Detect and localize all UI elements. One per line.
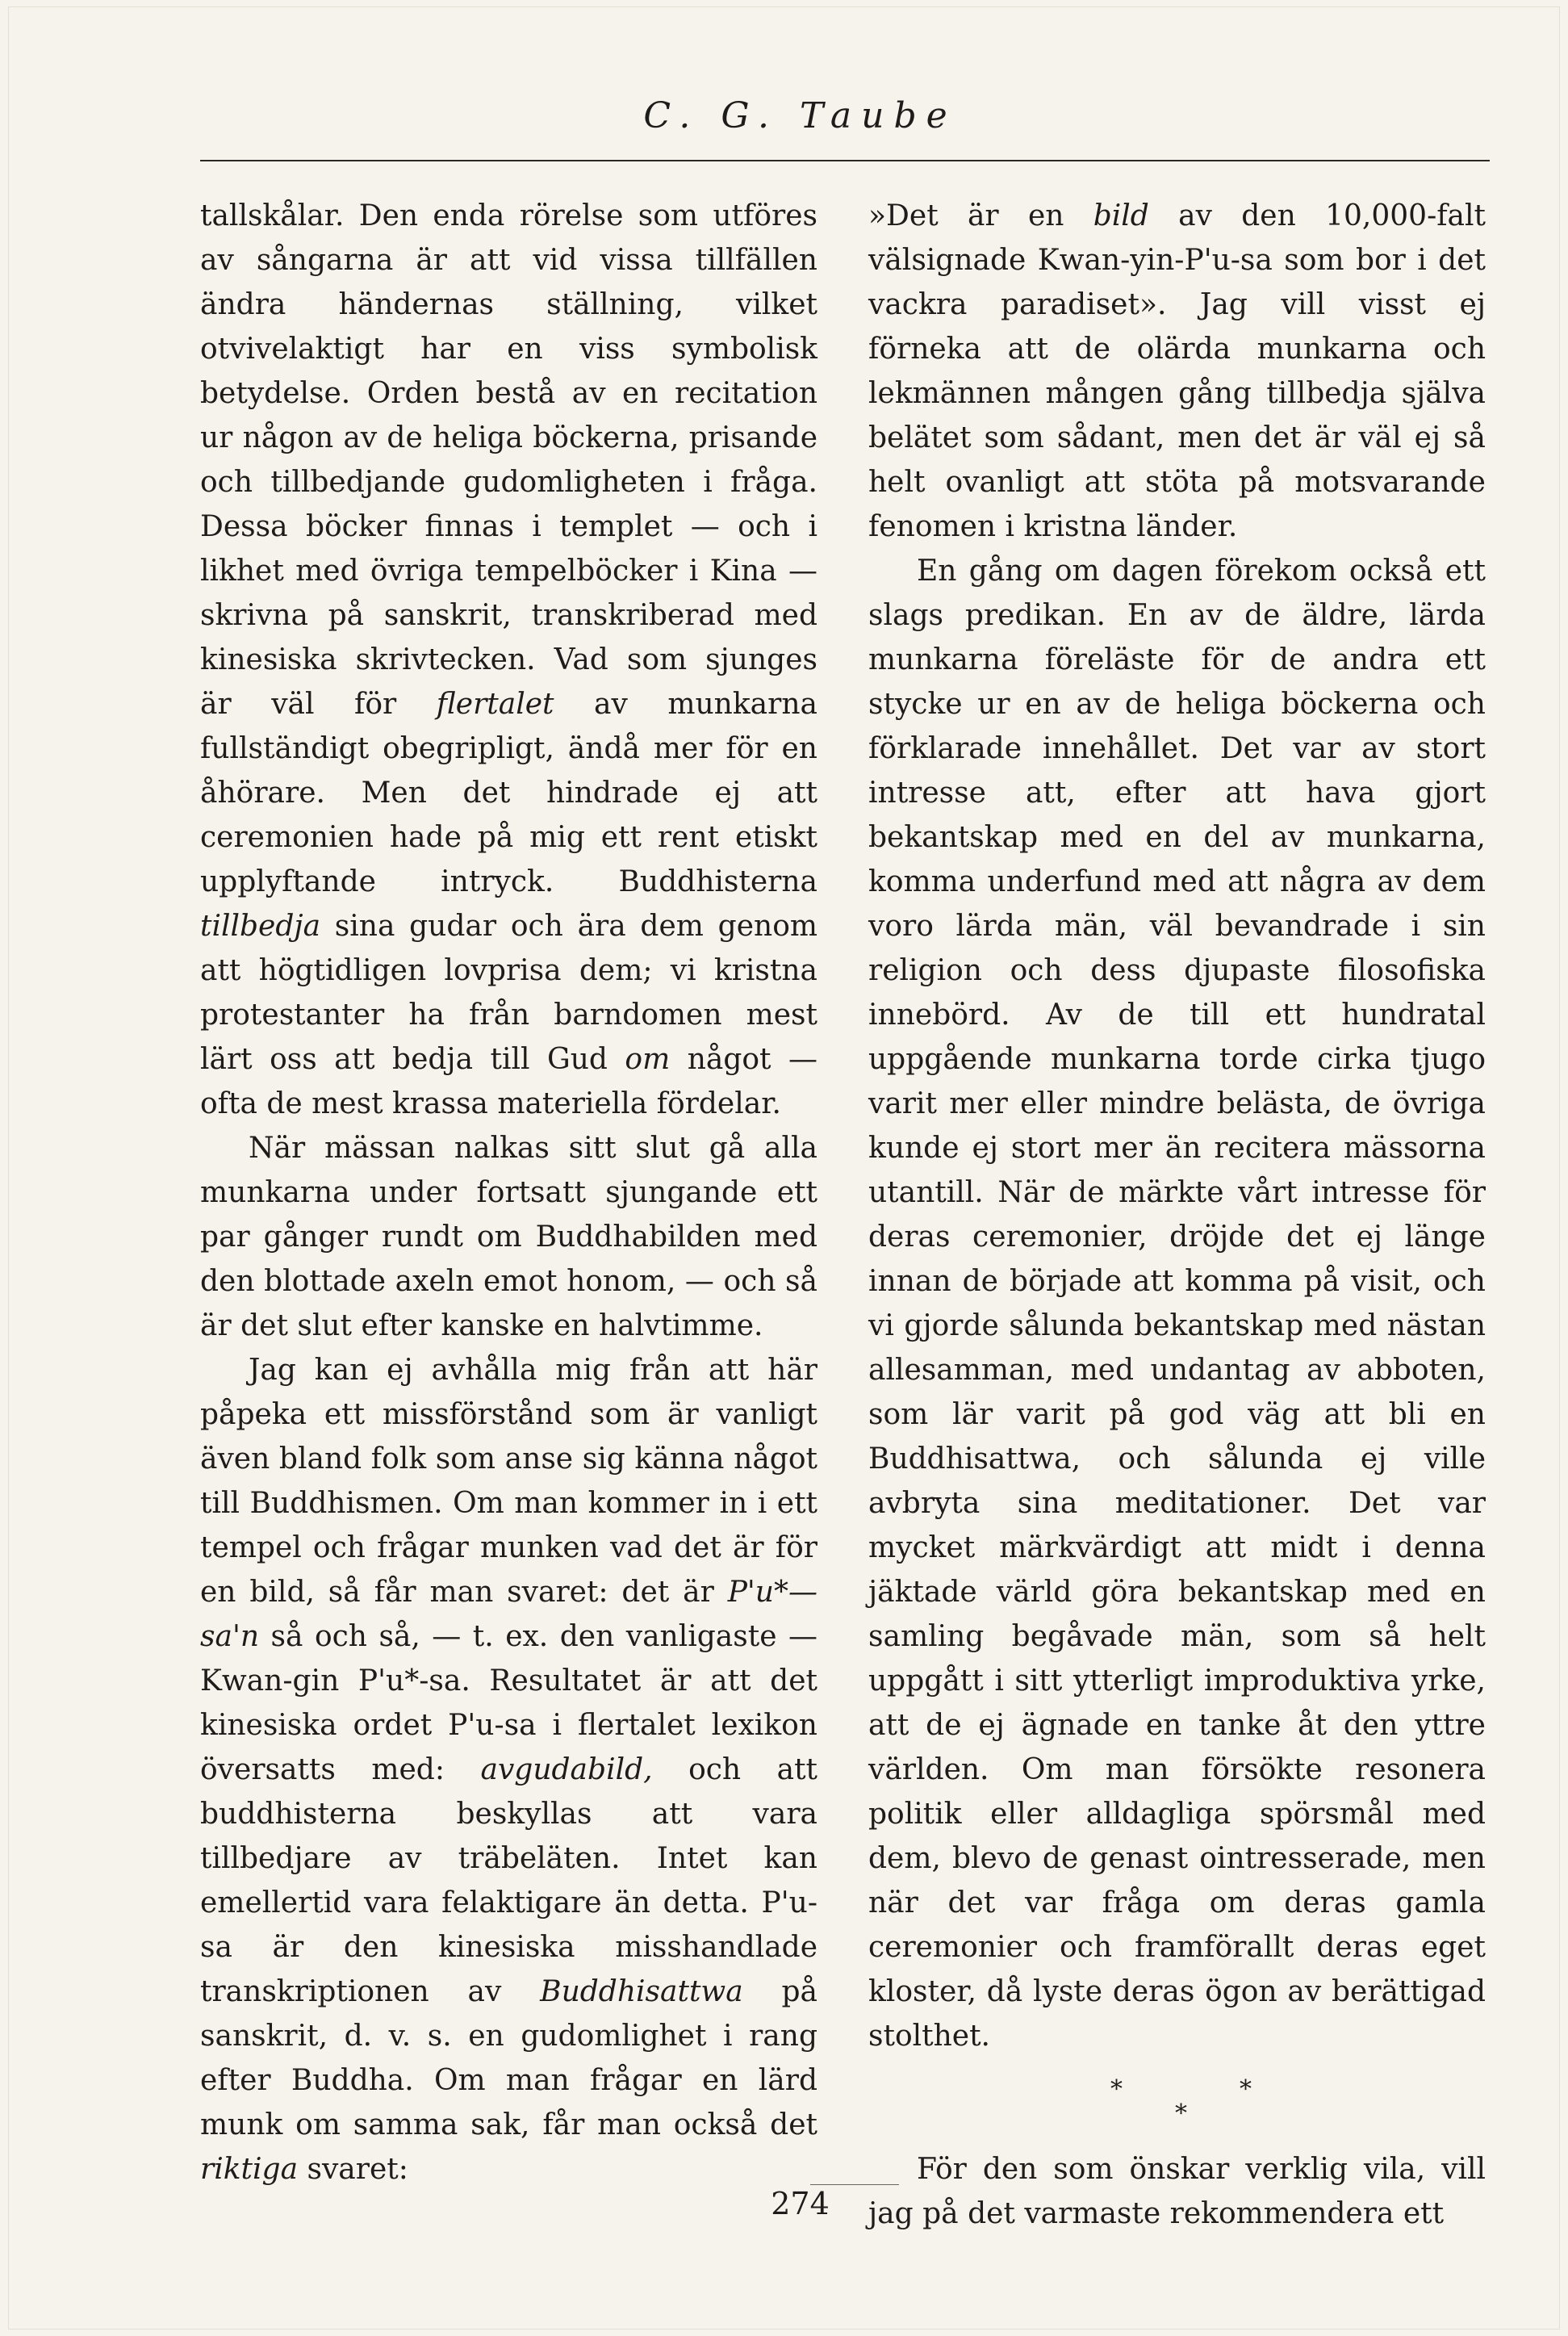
section-separator	[868, 2058, 1486, 2147]
page-number: 274	[771, 2186, 830, 2221]
header-rule	[200, 160, 1490, 161]
italic-span: flertalet	[436, 688, 554, 721]
text-span: »Det är en	[868, 199, 1093, 232]
separator-star: *	[1240, 2075, 1252, 2104]
text-span: En gång om dagen förekom också ett slags predikan. En av de äldre, lärda munkarna föreläste för de andra ett stycke ur en av de heliga böckerna och förklarade innehållet. Det var av stort intresse att, efter att hava gjort bekantskap med en del av munkarna, komma underfund med att några av dem voro lärda män, väl bevandrade i sin religion och dess djupaste filosofiska innebörd. Av de till ett hundratal uppgående munkarna torde cirka tjugo varit mer eller mindre belästa, de övriga kunde ej stort mer än recitera mässorna utantill. När de märkte vårt intresse för deras ceremonier, dröjde det ej länge innan de började att komma på visit, och vi gjorde sålunda bekantskap med nästan allesamman, med undantag av abboten, som lär varit på god väg att bli en Buddhisattwa, och sålunda ej ville avbryta sina meditationer. Det var mycket märkvärdigt att midt i denna jäktade värld göra bekantskap med en samling begåvade män, som så helt uppgått i sitt ytterligt improduktiva yrke, att de ej ägnade en tanke åt den yttre världen. Om man försökte resonera politik eller alldagliga spörsmål med dem, blevo de genast ointresserade, men när det var fråga om deras gamla ceremonier och framförallt deras eget kloster, då lyste deras ögon av berättigad stolthet.	[868, 555, 1486, 2053]
left-paragraph-2	[200, 1126, 817, 1348]
left-paragraph-1	[200, 194, 817, 1126]
running-head-author: C. G. Taube	[643, 95, 957, 136]
text-span: Jag kan ej avhålla mig från att här påpeka ett missförstånd som är vanligt även bland folk som anse sig känna något till Buddhismen. Om man kommer in i ett tempel och frågar munken vad det är för en bild, så får man svaret: det är	[200, 1354, 817, 1609]
right-paragraph-2	[868, 549, 1486, 2058]
text-span: så och så, — t. ex. den vanligaste — Kwan-gin P'u*-sa. Resultatet är att det kinesiska ordet P'u-sa i flertalet lexikon översatts med:	[200, 1620, 817, 1786]
left-paragraph-3	[200, 1348, 817, 2192]
text-span: tallskålar. Den enda rörelse som utföres av sångarna är att vid vissa tillfällen ändra händernas ställning, vilket otvivelaktigt har en viss symbolisk betydelse. Orden bestå av en recitation ur någon av de heliga böckerna, prisande och tillbedjande gudomligheten i fråga. Dessa böcker finnas i templet — och i likhet med övriga tempelböcker i Kina — skrivna på sanskrit, transkriberad med kinesiska skrivtecken. Vad som sjunges är väl för	[200, 199, 817, 721]
right-paragraph-1	[868, 194, 1486, 549]
footer-rule	[810, 2184, 899, 2185]
separator-star: *	[1175, 2099, 1187, 2128]
text-span: något — ofta de mest krassa materiella fördelar.	[200, 1043, 817, 1120]
right-column	[868, 194, 1486, 2236]
text-span: och att buddhisterna beskyllas att vara tillbedjare av träbeläten. Intet kan emellertid vara felaktigare än detta. P'u-sa är den kinesiska misshandlade transkriptionen av	[200, 1753, 817, 2008]
text-span: av den 10,000-falt välsignade Kwan-yin-P'u-sa som bor i det vackra paradiset». Jag vill visst ej förneka att de olärda munkarna och lekmännen mången gång tillbedja själva belätet som sådant, men det är väl ej så helt ovanligt att stöta på motsvarande fenomen i kristna länder.	[868, 199, 1486, 543]
italic-span: bild	[1093, 199, 1149, 232]
text-span: på sanskrit, d. v. s. en gudomlighet i rang efter Buddha. Om man frågar en lärd munk om samma sak, får man också det	[200, 1975, 817, 2141]
italic-span: om	[625, 1043, 671, 1076]
text-span: svaret:	[298, 2153, 408, 2186]
text-span: För den som önskar verklig vila, vill jag på det varmaste rekommendera ett	[868, 2153, 1486, 2230]
italic-span: riktiga	[200, 2153, 299, 2186]
italic-span: P'u*—sa'n	[200, 1576, 817, 1653]
italic-span: tillbedja	[200, 910, 321, 943]
separator-star: *	[1110, 2075, 1123, 2104]
italic-span: Buddhisattwa	[540, 1975, 743, 2008]
text-span: av munkarna fullständigt obegripligt, ändå mer för en åhörare. Men det hindrade ej att ceremonien hade på mig ett rent etiskt upplyftande intryck. Buddhisterna	[200, 688, 817, 898]
left-column	[200, 194, 817, 2192]
text-span: När mässan nalkas sitt slut gå alla munkarna under fortsatt sjungande ett par gånger rundt om Buddhabilden med den blottade axeln emot honom, — och så är det slut efter kanske en halvtimme.	[200, 1132, 817, 1342]
text-span: sina gudar och ära dem genom att högtidligen lovprisa dem; vi kristna protestanter ha från barndomen mest lärt oss att bedja till Gud	[200, 910, 817, 1076]
italic-span: avgudabild,	[480, 1753, 653, 1786]
